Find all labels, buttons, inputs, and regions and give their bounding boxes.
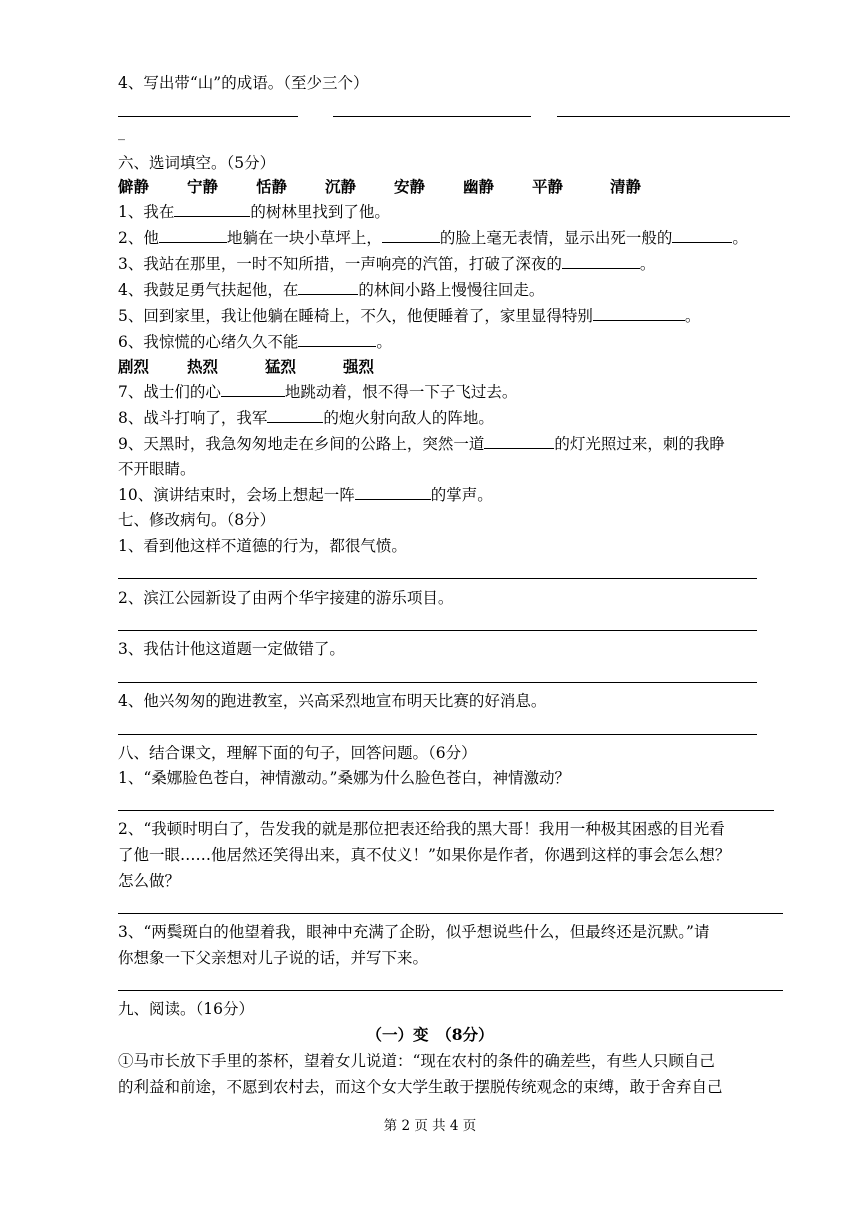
s6-item-9-cont: 不开眼睛。	[118, 460, 196, 478]
s8-item-2-line-2: 了他一眼……他居然还笑得出来，真不仗义！”如果你是作者，你遇到这样的事会怎么想？	[118, 846, 731, 864]
s6-item-1: 1、我在 的树林里找到了他。	[118, 203, 390, 221]
word-option: 猛烈	[265, 357, 297, 376]
fill-blank[interactable]	[159, 227, 227, 243]
s8-item-2-line-3: 怎么做？	[118, 872, 181, 890]
s6-item-4: 4、我鼓足勇气扶起他，在 的林间小路上慢慢往回走。	[118, 281, 545, 299]
section-6-title: 六、选词填空。（5分）	[118, 154, 276, 172]
fill-blank[interactable]	[672, 227, 732, 243]
fill-blank[interactable]	[355, 484, 431, 500]
s6-item-3: 3、我站在那里，一时不知所措，一声响亮的汽笛，打破了深夜的 。	[118, 255, 656, 273]
s7-item-2: 2、滨江公园新设了由两个华宇接建的游乐项目。	[118, 589, 454, 607]
fill-blank[interactable]	[174, 201, 250, 217]
fill-blank[interactable]	[382, 227, 440, 243]
reading-passage-line-2: 的利益和前途，不愿到农村去，而这个女大学生敢于摆脱传统观念的束缚，敢于舍弃自己	[118, 1078, 723, 1096]
fill-blank[interactable]	[484, 433, 554, 449]
word-option: 清静	[610, 177, 642, 196]
s6-item-2: 2、他 地躺在一块小草坪上， 的脸上毫无表情，显示出死一般的 。	[118, 229, 748, 247]
word-option: 僻静	[118, 177, 150, 196]
s6-item-8: 8、战斗打响了，我军 的炮火射向敌人的阵地。	[118, 409, 494, 427]
word-option: 平静	[532, 177, 564, 196]
s7-item-4: 4、他兴匆匆的跑进教室，兴高采烈地宣布明天比赛的好消息。	[118, 692, 547, 710]
s6-item-6: 6、我惊慌的心绪久久不能 。	[118, 333, 392, 351]
q4-tail: _	[118, 125, 125, 141]
s6-item-9: 9、天黑时，我急匆匆地走在乡间的公路上，突然一道 的灯光照过来，刺的我睁	[118, 435, 725, 453]
answer-line[interactable]	[333, 116, 531, 117]
word-option: 幽静	[463, 177, 495, 196]
s6-item-10: 10、演讲结束时，会场上想起一阵 的掌声。	[118, 486, 493, 504]
s8-item-3-line-2: 你想象一下父亲想对儿子说的话，并写下来。	[118, 949, 429, 967]
word-bank-2	[118, 356, 374, 378]
word-option: 宁静	[187, 177, 219, 196]
answer-line[interactable]	[557, 116, 790, 117]
answer-line[interactable]	[118, 578, 757, 579]
s8-item-3-line-1: 3、“两鬓斑白的他望着我，眼神中充满了企盼，似乎想说些什么，但最终还是沉默。”请	[118, 923, 710, 941]
s6-item-5: 5、回到家里，我让他躺在睡椅上，不久，他便睡着了，家里显得特别 。	[118, 307, 701, 325]
fill-blank[interactable]	[298, 279, 358, 295]
fill-blank[interactable]	[298, 331, 376, 347]
s8-item-2-line-1: 2、“我顿时明白了，告发我的就是那位把表还给我的黑大哥！我用一种极其困惑的目光看	[118, 820, 725, 838]
q4-title: 4、写出带“山”的成语。（至少三个）	[118, 74, 369, 92]
reading-subtitle: （一）变 （8分）	[366, 1025, 494, 1044]
section-7-title: 七、修改病句。（8分）	[118, 511, 276, 529]
fill-blank[interactable]	[221, 381, 285, 397]
word-bank-1	[118, 176, 641, 198]
answer-line[interactable]	[118, 116, 298, 117]
word-option: 热烈	[187, 357, 219, 376]
answer-line[interactable]	[118, 682, 757, 683]
reading-passage-line-1: ①马市长放下手里的茶杯，望着女儿说道：“现在农村的条件的确差些，有些人只顾自己	[118, 1052, 715, 1070]
word-option: 沉静	[325, 177, 357, 196]
s7-item-1: 1、看到他这样不道德的行为，都很气愤。	[118, 537, 407, 555]
word-option: 安静	[394, 177, 426, 196]
page-footer: 第 2 页 共 4 页	[383, 1118, 477, 1134]
fill-blank[interactable]	[593, 305, 685, 321]
answer-line[interactable]	[118, 734, 757, 735]
word-option: 强烈	[343, 357, 375, 376]
answer-line[interactable]	[118, 630, 757, 631]
fill-blank[interactable]	[562, 253, 640, 269]
section-8-title: 八、结合课文，理解下面的句子，回答问题。（6分）	[118, 744, 477, 762]
section-9-title: 九、阅读。（16分）	[118, 1000, 254, 1018]
answer-line[interactable]	[118, 810, 774, 811]
answer-line[interactable]	[118, 990, 783, 991]
word-option: 剧烈	[118, 357, 150, 376]
fill-blank[interactable]	[267, 407, 323, 423]
s6-item-7: 7、战士们的心 地跳动着，恨不得一下子飞过去。	[118, 383, 518, 401]
word-option: 恬静	[256, 177, 288, 196]
answer-line[interactable]	[118, 913, 783, 914]
s8-item-1: 1、“桑娜脸色苍白，神情激动。”桑娜为什么脸色苍白，神情激动？	[118, 769, 570, 787]
s7-item-3: 3、我估计他这道题一定做错了。	[118, 640, 345, 658]
